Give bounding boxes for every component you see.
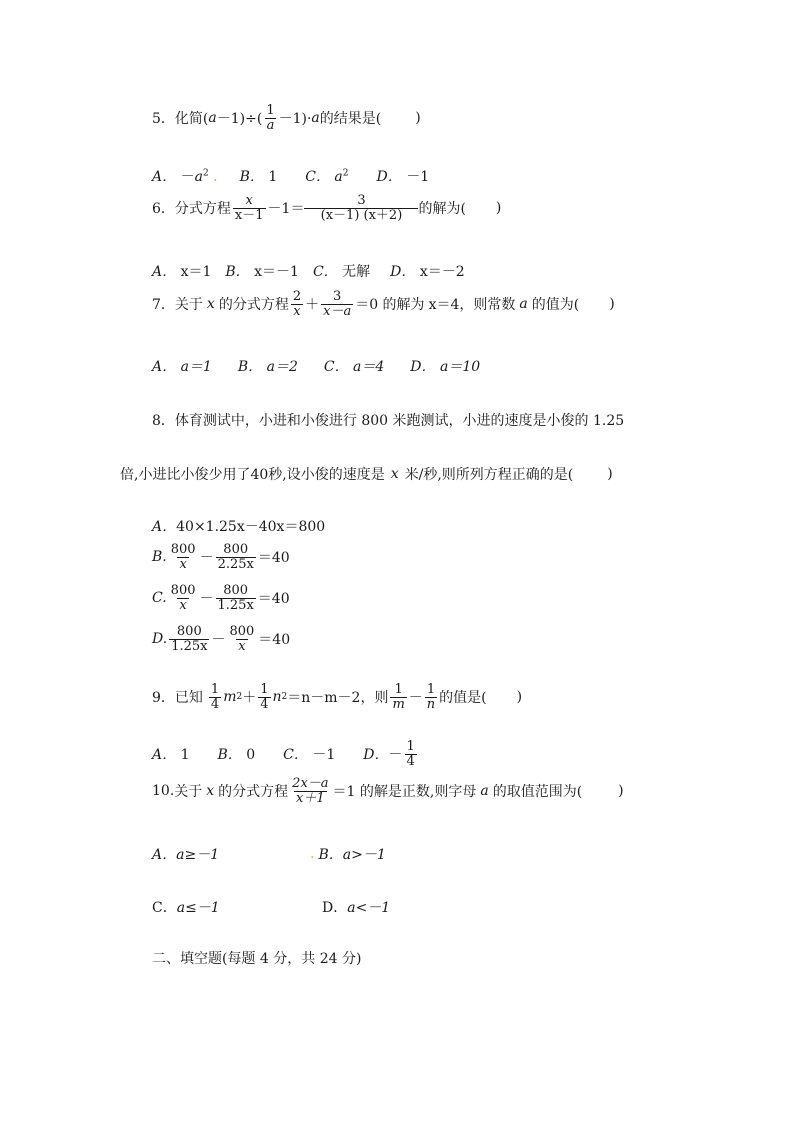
fraction (216, 584, 256, 612)
option-c[interactable] (283, 744, 335, 764)
denominator: x (179, 597, 187, 613)
option-text: －1 (406, 169, 430, 185)
question-text: ＋ (305, 297, 320, 314)
operator: － (388, 747, 403, 764)
fraction (169, 543, 198, 571)
option-label: A． (152, 359, 177, 375)
option-label: C． (152, 900, 177, 916)
option-c[interactable] (324, 356, 384, 376)
question-number: 7． (152, 297, 175, 314)
denominator: 4 (260, 696, 269, 712)
fraction (169, 584, 198, 612)
question-text: 的分式方程 (218, 297, 289, 314)
section-title: 二、填空题(每题 4 分，共 24 分) (152, 951, 362, 967)
option-text: 1 (180, 747, 190, 764)
option-label: A． (152, 264, 177, 280)
numerator: 800 (229, 624, 255, 639)
option-text: a>－1 (342, 847, 386, 863)
option-c[interactable] (313, 261, 370, 281)
section-heading (152, 948, 361, 968)
option-label: D. (152, 631, 168, 648)
operator: － (199, 550, 214, 567)
fraction (306, 194, 416, 222)
option-label: A． (152, 519, 177, 535)
option-text: 1 (268, 169, 278, 185)
denominator: x－1 (234, 207, 264, 223)
decorative-dot-icon: . (310, 846, 315, 862)
denominator: x (238, 638, 246, 654)
fraction (290, 777, 330, 805)
option-label: D． (322, 900, 348, 916)
option-label: A． (152, 747, 177, 764)
option-a[interactable] (152, 744, 190, 764)
option-b[interactable] (152, 543, 290, 571)
option-label: B． (237, 359, 263, 375)
fraction (390, 683, 406, 711)
denominator: 1.25x (217, 597, 254, 613)
option-text: a<－1 (347, 900, 391, 916)
option-c[interactable] (152, 584, 290, 612)
var-a: a (480, 783, 489, 800)
option-text: x＝－2 (419, 264, 465, 280)
question-number: 8． (152, 413, 175, 429)
fraction (264, 104, 276, 132)
numerator: 1 (406, 739, 415, 754)
question-text: ) (415, 110, 421, 127)
option-label: C． (283, 747, 308, 764)
var-x: x (206, 783, 215, 800)
option-label: C. (152, 590, 167, 607)
numerator: 2 (292, 289, 302, 304)
question-5 (152, 104, 421, 132)
question-5-options (152, 166, 429, 186)
question-number: 9． (152, 690, 175, 707)
operator: － (199, 591, 214, 608)
question-text: 倍,小进比小俊少用了40秒,设小俊的速度是 (120, 467, 385, 483)
question-8 (152, 410, 624, 430)
option-d[interactable] (390, 261, 465, 281)
option-label: D． (363, 747, 389, 764)
var-x: x (390, 466, 399, 482)
option-label: A． (152, 169, 177, 185)
option-text: a (334, 169, 343, 185)
option-a[interactable] (152, 261, 211, 281)
fraction (291, 290, 303, 318)
question-text: 已知 (174, 690, 203, 707)
option-text: － (180, 169, 195, 185)
operator: － (211, 632, 226, 649)
numerator: 800 (170, 542, 196, 557)
question-text: 的结果是( (319, 111, 382, 128)
option-label: B． (217, 747, 242, 764)
option-text: a＝2 (266, 359, 298, 375)
denominator: 2.25x (217, 556, 254, 572)
numerator: 3 (333, 289, 342, 304)
numerator: 800 (223, 542, 249, 557)
numerator: 1 (266, 103, 275, 118)
question-text: ) (516, 689, 523, 706)
fraction (209, 683, 221, 711)
superscript: 2 (202, 168, 209, 179)
denominator: 4 (406, 753, 415, 769)
question-number: 6． (152, 201, 175, 218)
superscript: 2 (342, 168, 349, 179)
question-9 (152, 683, 522, 711)
option-text: x＝1 (180, 264, 212, 280)
option-b[interactable] (310, 844, 386, 864)
question-text: －1)· (278, 111, 312, 128)
fraction (216, 543, 256, 571)
option-a[interactable] (152, 844, 219, 864)
denominator: 4 (210, 696, 220, 712)
question-7 (152, 290, 615, 318)
option-b[interactable] (238, 356, 298, 376)
fraction (233, 194, 266, 222)
fraction (425, 683, 437, 711)
option-b[interactable] (225, 261, 299, 281)
option-text: 40×1.25x－40x＝800 (176, 519, 326, 535)
numerator: 800 (223, 583, 249, 598)
option-text: a＝10 (439, 359, 481, 375)
denominator: x＋1 (296, 790, 325, 806)
numerator: 3 (357, 193, 366, 208)
denominator: (x－1) (x＋2) (304, 208, 418, 223)
question-text: 米/秒,则所列方程正确的是( (404, 467, 574, 483)
option-text: 无解 (342, 264, 371, 280)
denominator: n (426, 696, 436, 712)
question-text: ＋ (242, 690, 257, 707)
option-label: B. (152, 549, 167, 566)
denominator: a (266, 117, 275, 133)
option-d[interactable] (152, 625, 290, 653)
question-text: 体育测试中，小进和小俊进行 800 米跑测试，小进的速度是小俊的 1.25 (174, 413, 625, 429)
question-text: ) (609, 296, 615, 313)
superscript: 2 (281, 692, 288, 703)
var-a: a (208, 110, 217, 127)
numerator: 1 (260, 682, 269, 697)
option-c[interactable] (152, 897, 220, 917)
option-d[interactable] (363, 740, 419, 768)
option-text: －1 (312, 747, 336, 764)
option-text: a＝1 (180, 359, 212, 375)
question-text: 分式方程 (174, 201, 231, 218)
option-label: C． (305, 169, 330, 185)
option-label: B． (318, 847, 343, 863)
question-text: ) (495, 200, 502, 217)
question-text: ) (607, 466, 613, 482)
question-6-options (152, 261, 465, 281)
question-6 (152, 194, 501, 222)
question-text: 的取值范围为( (492, 784, 583, 801)
numerator: 800 (170, 583, 196, 598)
option-text: ＝40 (258, 632, 291, 649)
question-8-cont (120, 464, 613, 484)
superscript: 2 (236, 692, 243, 703)
denominator: x－a (323, 303, 352, 319)
fraction (169, 625, 209, 653)
numerator: x (245, 193, 253, 208)
question-text: 关于 (174, 297, 203, 314)
option-text: ＝40 (257, 550, 290, 567)
var-a: a (519, 296, 528, 313)
option-a[interactable] (152, 356, 212, 376)
numerator: 1 (426, 682, 436, 697)
option-label: D． (410, 359, 436, 375)
denominator: m (392, 696, 405, 712)
question-text: 化简( (174, 111, 209, 128)
option-text: a (194, 169, 203, 185)
option-label: B． (239, 169, 264, 185)
option-label: D． (390, 264, 416, 280)
option-label: A． (152, 847, 177, 863)
option-d[interactable] (377, 166, 430, 186)
fraction (258, 683, 270, 711)
operator: － (408, 690, 423, 707)
question-text: －1)÷( (216, 111, 263, 128)
question-text: x＝4，则常数 (428, 297, 516, 314)
question-text: －1＝ (267, 201, 305, 218)
option-b[interactable] (240, 166, 278, 186)
option-b[interactable] (218, 744, 256, 764)
denominator: x (179, 556, 187, 572)
question-7-options (152, 356, 480, 376)
numerator: 1 (394, 682, 403, 697)
question-number: 10. (152, 783, 175, 800)
option-a[interactable] (152, 166, 218, 186)
question-text: ＝n－m－2，则 (287, 690, 389, 707)
option-d[interactable] (322, 897, 390, 917)
question-text: 的值是( (439, 690, 487, 707)
numerator: 800 (176, 624, 202, 639)
question-text: 的分式方程 (218, 784, 289, 801)
fraction (405, 740, 417, 768)
var-n: n (272, 689, 282, 706)
option-label: C． (312, 264, 338, 280)
question-text: ) (618, 783, 624, 800)
option-text: ＝40 (257, 591, 290, 608)
option-c[interactable] (305, 166, 348, 186)
option-label: C． (323, 359, 349, 375)
option-text: x＝－1 (254, 264, 299, 280)
denominator: x (293, 303, 301, 319)
option-text: a≥－1 (176, 847, 220, 863)
question-text: 的值为( (531, 297, 580, 314)
option-text: a＝4 (353, 359, 385, 375)
var-x: x (206, 296, 215, 313)
question-10 (152, 777, 624, 805)
question-text: ＝0 的解为 (355, 297, 425, 314)
numerator: 2x－a (292, 776, 329, 791)
question-text: ＝1 的解是正数,则字母 (332, 784, 477, 801)
option-label: D． (376, 169, 402, 185)
var-m: m (223, 689, 237, 706)
option-a[interactable] (152, 516, 325, 536)
fraction (227, 625, 256, 653)
option-label: B． (225, 264, 250, 280)
question-text: 的解为( (418, 201, 466, 218)
fraction (321, 290, 353, 318)
question-text: 关于 (174, 784, 203, 801)
question-9-options (152, 740, 419, 768)
option-text: a≤－1 (176, 900, 220, 916)
question-number: 5． (152, 111, 175, 128)
numerator: 1 (210, 682, 220, 697)
decorative-dot-icon: . (213, 169, 218, 185)
denominator: 1.25x (171, 638, 208, 654)
option-d[interactable] (410, 356, 480, 376)
var-a: a (311, 110, 320, 127)
option-text: 0 (246, 747, 256, 764)
